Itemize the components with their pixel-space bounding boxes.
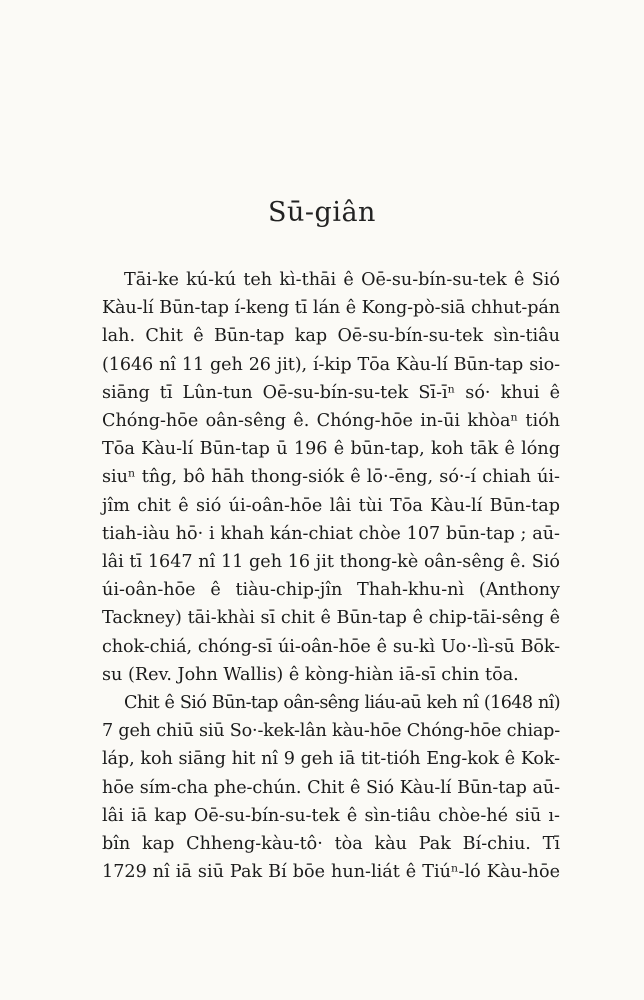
text-line: bîn kap Chheng-kàu-tô· tòa kàu Pak Bí-chiu. Tī <box>102 834 560 855</box>
text-line: Tōa Kàu-lí Būn-tap ū 196 ê būn-tap, koh tāk ê lóng <box>102 439 560 460</box>
text-line: láp, koh siāng hit nî 9 geh iā tit-tióh Eng-kok ê Kok- <box>102 749 560 770</box>
text-line: 7 geh chiū siū So·-kek-lân kàu-hōe Chóng-hōe chiap- <box>102 721 560 742</box>
text-line: lâi tī 1647 nî 11 geh 16 jit thong-kè oân-sêng ê. Sió <box>102 552 560 573</box>
text-line: jîm chit ê sió úi-oân-hōe lâi tùi Tōa Kàu-lí Būn-tap <box>102 495 560 516</box>
page-title: Sū-giân <box>268 197 376 228</box>
text-line: 1729 nî iā siū Pak Bí bōe hun-liát ê Tiúⁿ-ló Kàu-hōe <box>102 862 560 883</box>
text-line: lâi iā kap Oē-su-bín-su-tek ê sìn-tiâu chòe-hé siū ı- <box>102 805 560 826</box>
text-line: Chit ê Sió Būn-tap oân-sêng liáu-aū keh nî (1648 nî) <box>124 693 560 714</box>
text-line: (1646 nî 11 geh 26 jit), í-kip Tōa Kàu-lí Būn-tap sio- <box>102 354 560 375</box>
text-line: Chóng-hōe oân-sêng ê. Chóng-hōe in-ūi khòaⁿ tióh <box>102 411 560 432</box>
paragraph-2 <box>102 689 560 886</box>
text-line: úi-oân-hōe ê tiàu-chip-jîn Thah-khu-nì (Anthony <box>102 580 560 601</box>
text-line: Tāi-ke kú-kú teh kì-thāi ê Oē-su-bín-su-tek ê Sió <box>124 270 560 290</box>
text-line: tiah-iàu hō· i khah kán-chiat chòe 107 būn-tap ; aū- <box>102 523 560 544</box>
text-line: Kàu-lí Būn-tap í-keng tī lán ê Kong-pò-siā chhut-pán <box>102 298 560 319</box>
paragraph-1 <box>102 266 560 689</box>
text-line: siuⁿ tn̂g, bô hāh thong-siók ê lō·-ēng, só·-í chiah úi- <box>102 467 560 488</box>
text-line: lah. Chit ê Būn-tap kap Oē-su-bín-su-tek sìn-tiâu <box>102 326 560 347</box>
text-line: Tackney) tāi-khài sī chit ê Būn-tap ê chip-tāi-sêng ê <box>102 608 560 629</box>
body-text <box>102 266 560 886</box>
text-line: siāng tī Lûn-tun Oē-su-bín-su-tek Sī-īⁿ só· khui ê <box>102 382 560 403</box>
text-line: chok-chiá, chóng-sī úi-oân-hōe ê su-kì Uo·-lì-sū Bōk- <box>102 636 560 657</box>
text-line: hōe sím-cha phe-chún. Chit ê Sió Kàu-lí Būn-tap aū- <box>102 777 560 798</box>
text-line: su (Rev. John Wallis) ê kòng-hiàn iā-sī chin tōa. <box>102 664 519 685</box>
